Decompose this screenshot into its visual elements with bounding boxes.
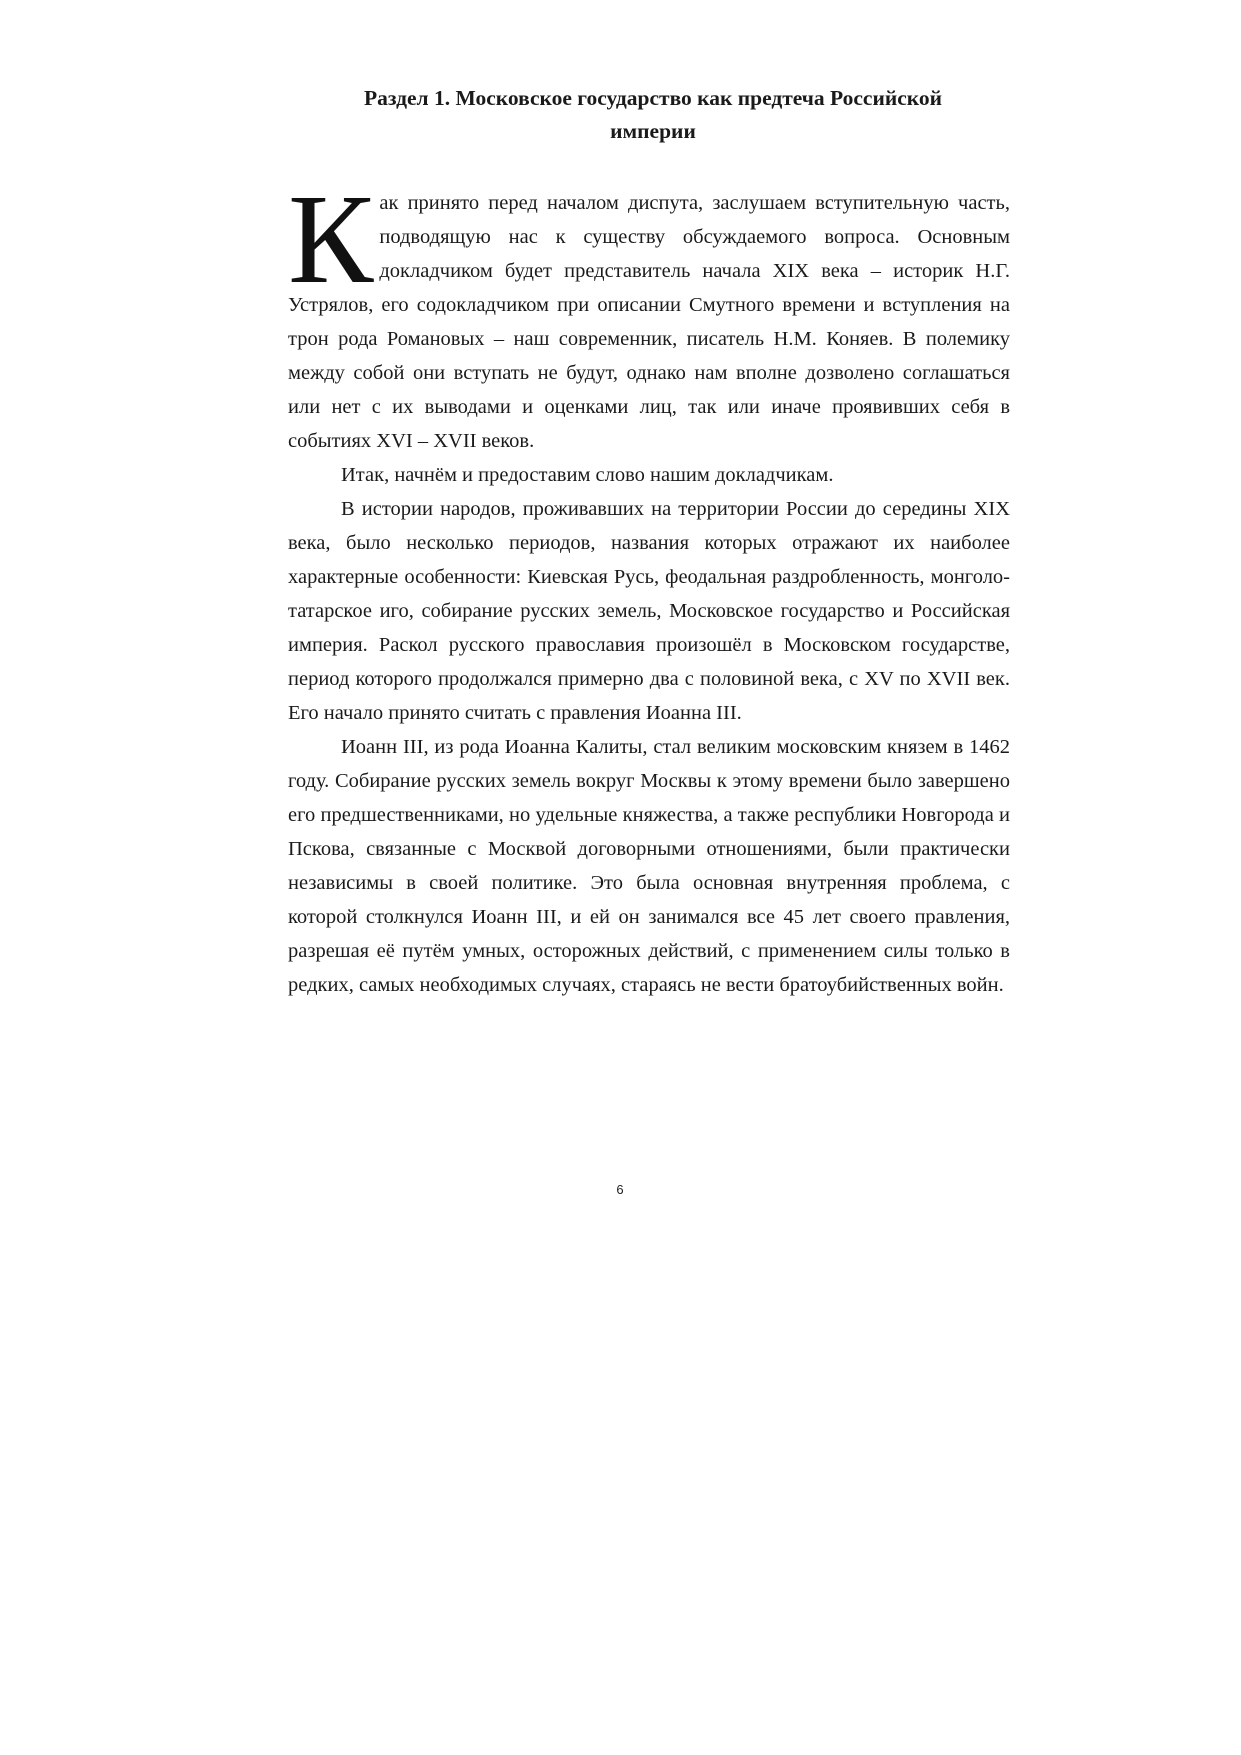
- paragraph-1-text: ак принято перед началом диспута, заслушаем вступительную часть, подводящую нас к существу обсуждаемого вопроса. Основным докладчиком будет представитель начала XIX века – историк Н.Г. Устрялов, его содокладчиком при описании Смутного времени и вступления на трон рода Романовых – наш современник, писатель Н.М. Коняев. В полемику между собой они вступать не будут, однако нам вполне дозволено соглашаться или нет с их выводами и оценками лиц, так или иначе проявивших себя в событиях XVI – XVII веков.: [288, 192, 1010, 452]
- page-number: 6: [616, 1182, 624, 1197]
- drop-cap-letter: К: [288, 168, 374, 310]
- paragraph-4: Иоанн III, из рода Иоанна Калиты, стал великим московским князем в 1462 году. Собирание русских земель вокруг Москвы к этому времени было завершено его предшественниками, но удельные княжества, а также республики Новгорода и Пскова, связанные с Москвой договорными отношениями, были практически независимы в своей политике. Это была основная внутренняя проблема, с которой столкнулся Иоанн III, и ей он занимался все 45 лет своего правления, разрешая её путём умных, осторожных действий, с применением силы только в редких, самых необходимых случаях, стараясь не вести братоубийственных войн.: [288, 736, 1010, 996]
- paragraph-3: В истории народов, проживавших на территории России до середины XIX века, было несколько периодов, названия которых отражают их наиболее характерные особенности: Киевская Русь, феодальная раздробленность, монголо-татарское иго, собирание русских земель, Московское государство и Российская империя. Раскол русского православия произошёл в Московском государстве, период которого продолжался примерно два с половиной века, с XV по XVII век. Его начало принято считать с правления Иоанна III.: [288, 498, 1010, 724]
- section-title: [288, 82, 1018, 148]
- section-title-line1: Раздел 1. Московское государство как предтеча Российской: [363, 86, 943, 110]
- section-title-line2: империи: [610, 119, 696, 143]
- body-text: [288, 168, 1010, 1002]
- paragraph-2: Итак, начнём и предоставим слово нашим докладчикам.: [341, 464, 834, 486]
- paragraph-1: [288, 168, 1010, 458]
